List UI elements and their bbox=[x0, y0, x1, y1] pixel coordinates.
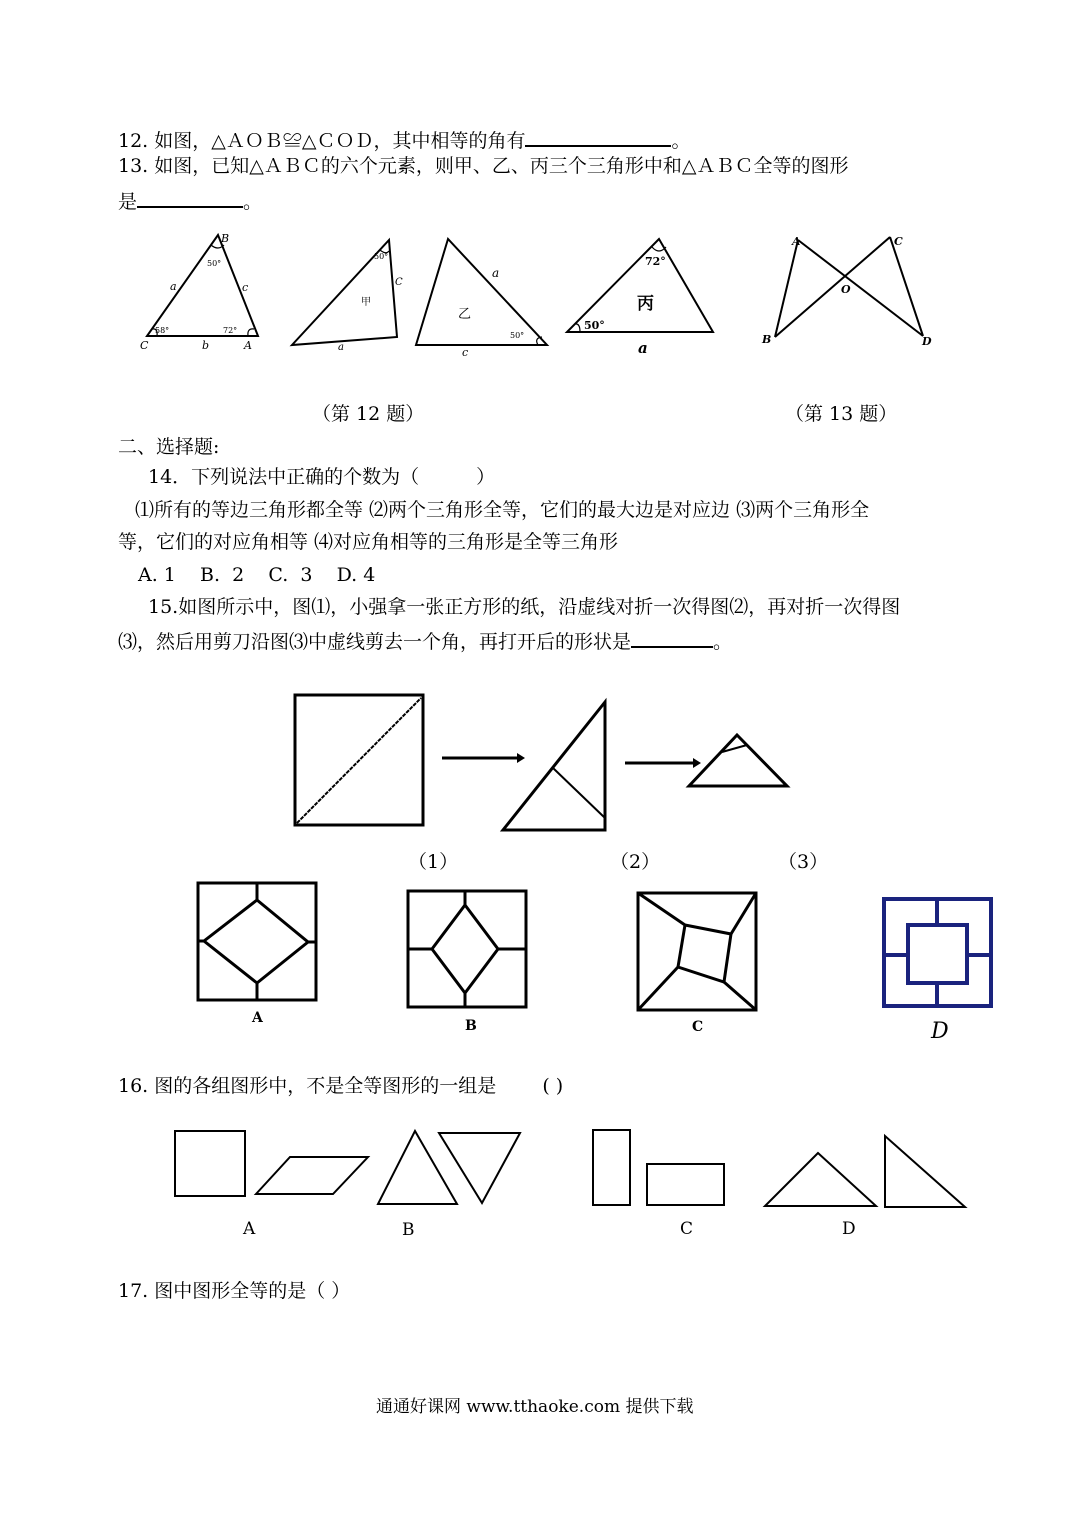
fig12-side-b: b bbox=[202, 339, 210, 352]
fig12-angle-a: 72° bbox=[223, 326, 238, 335]
group-d-triangle-1 bbox=[765, 1153, 876, 1206]
fig13-label-o: O bbox=[841, 283, 851, 296]
yi-label: 乙 bbox=[458, 307, 472, 322]
jia-side-a: a bbox=[338, 342, 344, 353]
footer-text: 通通好课网 www.tthaoke.com 提供下载 bbox=[376, 1397, 694, 1417]
fig12-angle-b: 50° bbox=[207, 259, 222, 268]
step-label-3: （3） bbox=[778, 851, 829, 873]
arrow-1-head bbox=[517, 753, 525, 763]
step1-fold-line bbox=[297, 698, 421, 823]
fig12-label-c: C bbox=[140, 339, 149, 352]
jia-label: 甲 bbox=[361, 297, 371, 308]
bing-angle-left: 50° bbox=[584, 319, 605, 332]
group-c-wide-rect bbox=[647, 1164, 724, 1205]
option-b-label[interactable]: B bbox=[465, 1018, 477, 1034]
option-a-label[interactable]: A bbox=[252, 1010, 263, 1026]
q12-answer-blank[interactable] bbox=[525, 125, 671, 147]
caption-fig13: （第 13 题） bbox=[785, 403, 898, 425]
line-bc bbox=[775, 237, 890, 337]
group-a-square bbox=[175, 1131, 245, 1196]
q13-line2-prefix: 是 bbox=[118, 191, 138, 213]
fig13-label-d: D bbox=[922, 335, 932, 348]
q14-stem: 14．下列说法中正确的个数为（ ） bbox=[148, 466, 496, 488]
q15-line2 bbox=[118, 626, 732, 655]
figure-12-13 bbox=[110, 225, 950, 365]
yi-side-a: a bbox=[492, 266, 500, 280]
q17-stem: 17. 图中图形全等的是（ ） bbox=[118, 1280, 351, 1302]
q15-line1: 15.如图所示中，图⑴，小强拿一张正方形的纸，沿虚线对折一次得图⑵，再对折一次得图 bbox=[148, 596, 901, 618]
jia-angle: 50° bbox=[374, 252, 389, 261]
section-2-heading: 二、选择题: bbox=[118, 436, 220, 458]
jia-side-c: C bbox=[395, 277, 403, 288]
q16-figure bbox=[165, 1120, 975, 1245]
bing-side-a: a bbox=[638, 339, 648, 357]
fig12-label-b: B bbox=[221, 232, 230, 245]
q12-stem: 12. 如图，△ＡＯＢ≌△ＣＯＤ，其中相等的角有 bbox=[118, 130, 526, 152]
step2-triangle bbox=[503, 702, 605, 830]
q12-suffix: 。 bbox=[671, 130, 691, 152]
yi-angle: 50° bbox=[510, 331, 525, 340]
q15-options-figure bbox=[190, 875, 1010, 1040]
fig13-label-b: B bbox=[762, 333, 772, 346]
group-d-triangle-2 bbox=[885, 1136, 965, 1207]
option-d-label[interactable]: D bbox=[931, 1019, 949, 1040]
q15-line2-suffix: 。 bbox=[713, 631, 733, 653]
bing-angle-top: 72° bbox=[645, 255, 666, 268]
q13-line2-suffix: 。 bbox=[243, 191, 263, 213]
group-a-label[interactable]: A bbox=[243, 1219, 256, 1239]
line-ab bbox=[775, 240, 798, 337]
group-c-tall-rect bbox=[593, 1130, 630, 1205]
q14-line1: ⑴所有的等边三角形都全等 ⑵两个三角形全等，它们的最大边是对应边 ⑶两个三角形全 bbox=[135, 499, 870, 521]
step-label-2: （2） bbox=[610, 851, 661, 873]
q13-answer-blank[interactable] bbox=[137, 186, 243, 208]
step-label-1: （1） bbox=[408, 851, 459, 873]
line-ad bbox=[798, 240, 923, 336]
group-c-label[interactable]: C bbox=[680, 1219, 694, 1239]
q16-paren[interactable]: ( ) bbox=[542, 1075, 564, 1097]
triangle-yi bbox=[416, 239, 547, 345]
option-c-label[interactable]: C bbox=[692, 1019, 704, 1035]
q15-folding-figure bbox=[285, 690, 805, 835]
fig12-side-a: a bbox=[170, 280, 177, 293]
q16-text bbox=[118, 1073, 563, 1099]
group-a-rhombus bbox=[256, 1157, 368, 1194]
q14-line2: 等，它们的对应角相等 ⑷对应角相等的三角形是全等三角形 bbox=[118, 531, 619, 553]
group-b-label[interactable]: B bbox=[402, 1220, 415, 1240]
line-cd bbox=[890, 237, 923, 336]
group-d-label[interactable]: D bbox=[842, 1219, 856, 1239]
q13-line1: 13. 如图，已知△ＡＢＣ的六个元素，则甲、乙、丙三个三角形中和△ＡＢＣ全等的图形 bbox=[118, 155, 849, 177]
fig12-angle-c: 58° bbox=[155, 326, 170, 335]
fig12-label-a: A bbox=[244, 339, 252, 352]
yi-side-c: c bbox=[462, 346, 469, 359]
bing-label: 丙 bbox=[637, 294, 654, 314]
fig12-side-c: c bbox=[242, 281, 249, 294]
q15-answer-blank[interactable] bbox=[631, 626, 713, 648]
arrow-2-head bbox=[693, 758, 701, 768]
step3-triangle bbox=[689, 735, 787, 786]
step2-fold-line bbox=[553, 768, 605, 818]
q12-text bbox=[118, 125, 691, 154]
fig13-label-c: C bbox=[894, 235, 903, 248]
fig13-label-a: A bbox=[792, 235, 801, 248]
q13-line2 bbox=[118, 186, 262, 215]
q15-line2-prefix: ⑶，然后用剪刀沿图⑶中虚线剪去一个角，再打开后的形状是 bbox=[118, 631, 632, 653]
q14-options: A. 1 B. 2 C. 3 D. 4 bbox=[138, 564, 376, 586]
q16-stem: 16. 图的各组图形中，不是全等图形的一组是 bbox=[118, 1075, 497, 1097]
caption-fig12: （第 12 题） bbox=[312, 403, 425, 425]
